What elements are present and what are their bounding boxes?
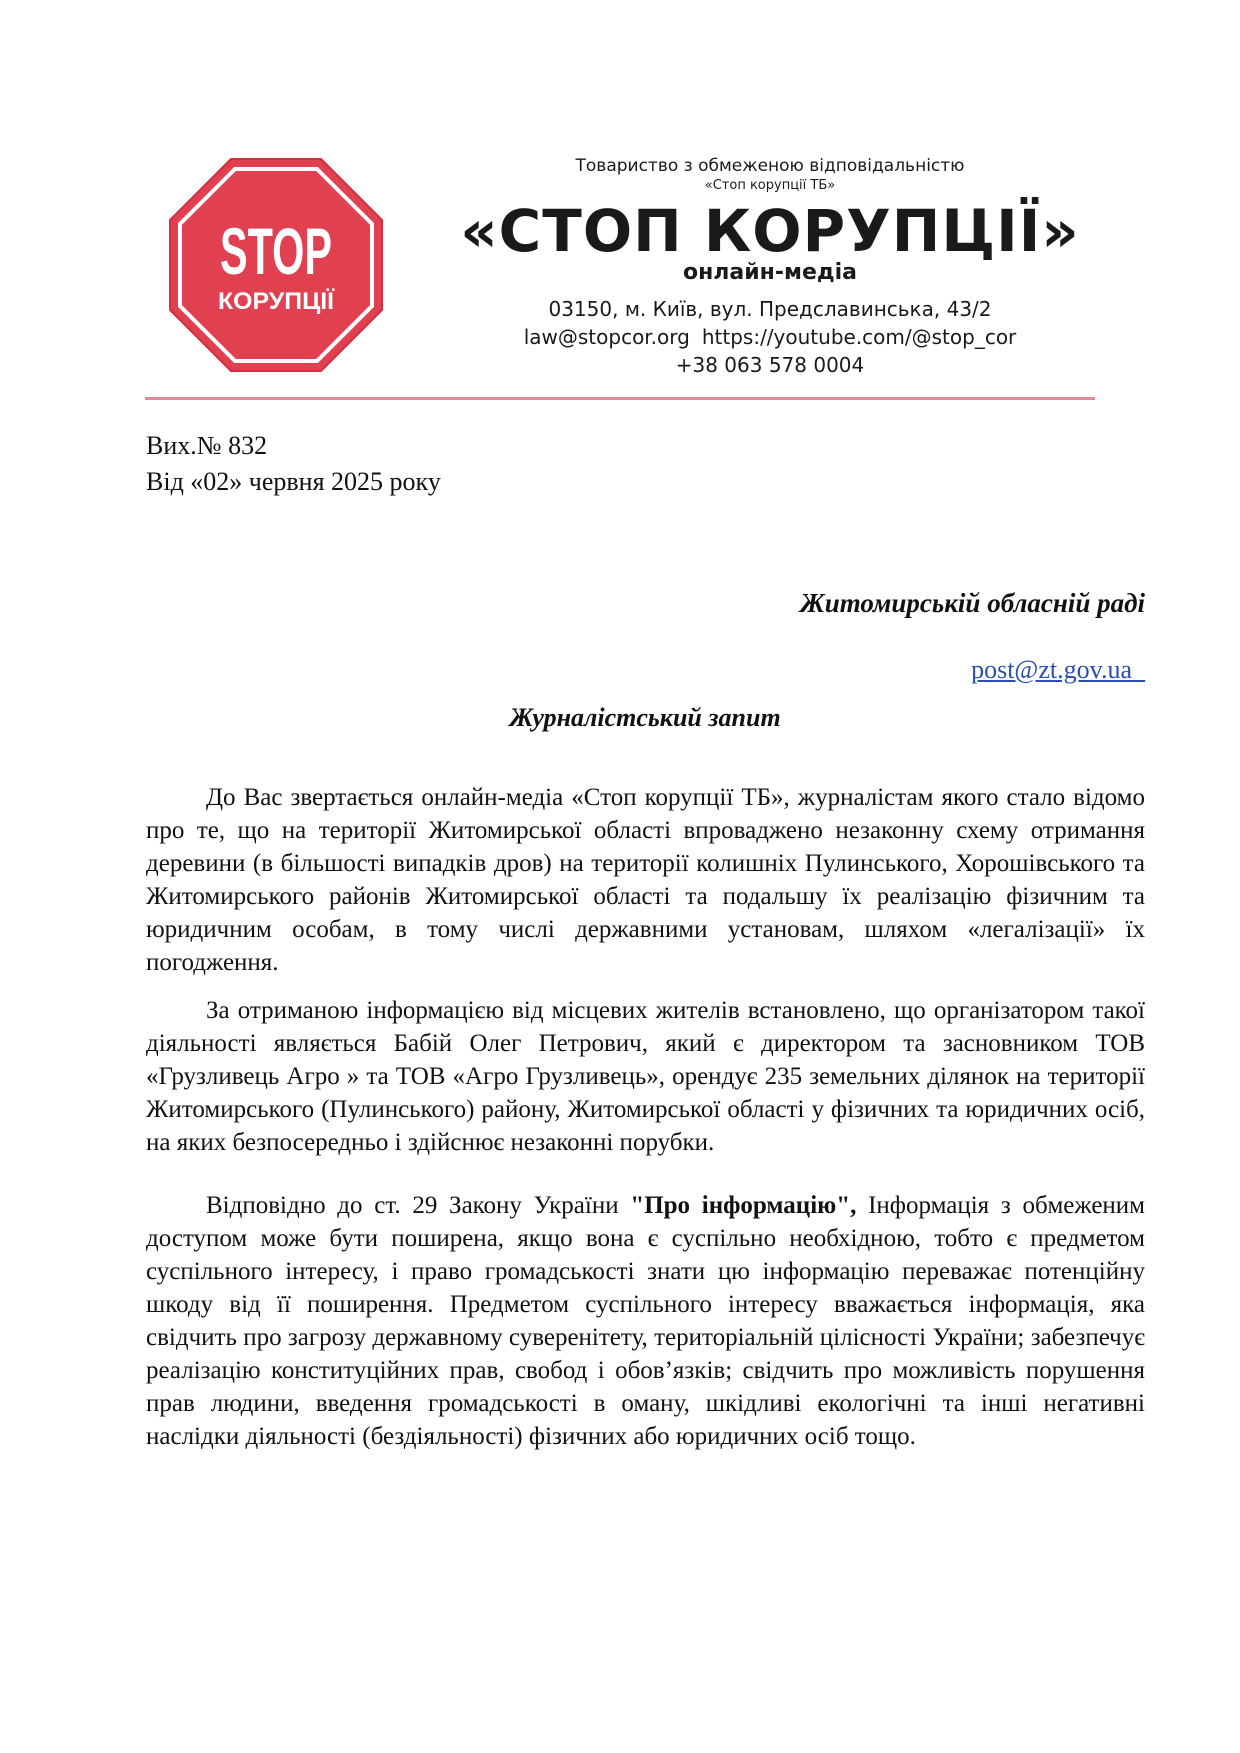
org-legal-name: Товариство з обмеженою відповідальністю bbox=[575, 156, 965, 176]
logo-sub-text: КОРУПЦІЇ bbox=[218, 288, 336, 315]
p3-rest: Інформація з обмеженим доступом може бути поширена, якщо вона є суспільно необхідною, тобто є предметом суспільного інтересу, і право громадськості знати цю інформацію переважає потенційну шкоду від її поширення. Предметом суспільного інтересу вважається інформація, яка свідчить про загрозу державному суверенітету, територіальній цілісності України; забезпечує реалізацію конституційних прав, свобод і обов’язків; свідчить про можливість порушення прав людини, введення громадськості в оману, шкідливі екологічні та інші негативні наслідки діяльності (бездіяльності) фізичних або юридичних осіб тощо. bbox=[146, 1192, 1146, 1450]
letterhead-divider bbox=[145, 397, 1095, 400]
letterhead bbox=[430, 155, 1110, 379]
body-paragraph-3 bbox=[146, 1189, 1145, 1453]
document-title: Журналістський запит bbox=[509, 703, 781, 732]
outgoing-date: Від «02» червня 2025 року bbox=[146, 467, 441, 496]
outgoing-reference bbox=[146, 428, 441, 500]
stop-sign-logo bbox=[168, 157, 384, 373]
logo-stop-text: STOP bbox=[220, 214, 332, 288]
law-title: "Про інформацію", bbox=[630, 1192, 857, 1219]
brand-title: «СТОП КОРУПЦІЇ» bbox=[460, 197, 1080, 265]
document-body bbox=[146, 781, 1145, 1453]
org-short-name: «Стоп корупції ТБ» bbox=[704, 178, 836, 193]
outgoing-number: Вих.№ 832 bbox=[146, 431, 268, 460]
org-email[interactable]: law@stopcor.org bbox=[523, 325, 690, 349]
org-phone: +38 063 578 0004 bbox=[675, 353, 865, 377]
brand-subtitle: онлайн-медіа bbox=[682, 260, 858, 285]
org-youtube-link[interactable]: https://youtube.com/@stop_cor bbox=[701, 325, 1017, 349]
body-paragraph-1: До Вас звертається онлайн-медіа «Стоп корупції ТБ», журналістам якого стало відомо про те, що на території Житомирської області впроваджено незаконну схему отримання деревини (в більшості випадків дров) на території колишніх Пулинського, Хорошівського та Житомирського районів Житомирської області та подальшу їх реалізацію фізичним та юридичним особам, в тому числі державними установам, шляхом «легалізації» їх погодження. bbox=[146, 784, 1145, 976]
org-contacts bbox=[430, 323, 1110, 351]
addressee-block bbox=[800, 585, 1145, 685]
p3-lead: Відповідно до ст. 29 Закону України bbox=[206, 1192, 631, 1219]
addressee-email[interactable]: post@zt.gov.ua_ bbox=[971, 655, 1145, 684]
addressee-name: Житомирській обласній раді bbox=[799, 588, 1145, 618]
body-paragraph-2: За отриманою інформацією від місцевих жителів встановлено, що організатором такої діяльності являється Бабій Олег Петрович, який є директором та засновником ТОВ «Грузливець Агро » та ТОВ «Агро Грузливець», орендує 235 земельних ділянок на території Житомирського (Пулинського) району, Житомирської області у фізичних та юридичних осіб, на яких безпосередньо і здійснює незаконні порубки. bbox=[146, 997, 1145, 1156]
org-address: 03150, м. Київ, вул. Предславинська, 43/2 bbox=[548, 297, 992, 321]
